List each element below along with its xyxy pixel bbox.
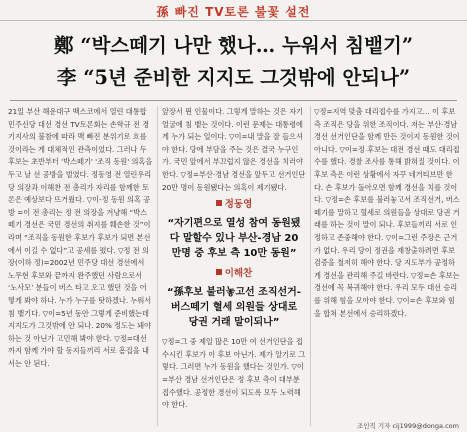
- column-divider: [310, 106, 311, 426]
- square-bullet-icon: [216, 200, 222, 206]
- speaker-label-lee: [162, 267, 306, 281]
- pull-quote-chung: “자기편으로 열성 참여 동원됐다 말할수 있나 부산-경남 20만명 중 후보 측 10만 동원”: [167, 218, 301, 260]
- headline-sub: 李 “5년 준비한 지지도 그것밖에 안되나”: [56, 66, 411, 89]
- section-kicker: 孫 빠진 TV토론 불꽃 설전: [156, 5, 311, 19]
- article-column-2: [162, 106, 306, 428]
- headline-main: 鄭 “박스떼기 나만 했나… 누워서 침뱉기”: [53, 34, 414, 57]
- speaker-name: 정동영: [224, 199, 253, 211]
- speaker-name: 이해찬: [224, 268, 253, 280]
- square-bullet-icon: [216, 269, 222, 275]
- column-2-text-bottom: ▽정=그 중 제일 많은 10만 여 선거인단을 접수시킨 후보가 이 후보 아닌가. 제가 알기로 그렇다. 그러면 누가 동원을 했다는 것인가. ▽이=부산 경남 선거인단은 정 후보 측이 대부분 접수했다. 공정한 경선이 되도록 모두 노력해야 한다.: [162, 337, 306, 410]
- speaker-label-chung: [162, 198, 306, 212]
- article-column-1: 21일 부산 해운대구 벡스코에서 열린 대통합민주신당 대선 경선 TV토론회는 손학규 전 경기지사의 불참에 따라 맥 빠진 분위기로 흐를 것이라는 게 대체적인 관측이었다. 그러나 두 후보는 초반부터 '박스떼기' '조직 동원' 의혹을 두고 날 선 공방을 벌였다. 정동영 전 열린우리당 의장과 이해찬 전 총리가 자리를 함께한 토론은 예상보다 뜨거웠다. ▽이-정 동원 의혹 공방 =이 전 총리는 정 전 의장을 겨냥해 “박스떼기 경선은 국민 경선의 취지를 훼손한 것”이라며 “조직을 동원한 후보가 후보가 되면 본선에서 이길 수 없다”고 공세를 폈다. ▽정 전 의장(이하 정)=2002년 민주당 대선 경선에서 노무현 후보와 끝까지 완주했던 사람으로서 ‘노사모’ 분들이 버스 타고 오고 했던 것을 어떻게 봐야 하나. 누가 누구를 탓하겠나. 누워서 침 뱉기다. ▽이=5년 동안 그렇게 준비했는데 지지도가 그것밖에 안 되나. 20% 정도는 돼야 하는 것 아닌가 고민해 봐야 한다. ▽정=대선까지 함께 가야 할 동지들끼리 서로 흠집을 내서는 안 된다.: [8, 107, 153, 368]
- column-divider: [157, 106, 158, 426]
- headline-divider: [10, 100, 457, 101]
- section-header-bar: [0, 0, 467, 21]
- reporter-byline: 조인직 기자 cij1999@donga.com: [356, 422, 459, 430]
- article-column-3: ▽정=지역 맞춤 대리접수를 가지고… 이 후보 측 조직은 당을 위한 조직이다. 저는 부산·경남 경선 선거인단을 함께 만든 것이지 동원한 것이 아니다. ▽이=정 후보는 대전 경선 때도 대리접수를 했다. 경찰 조사를 통해 밝혀질 것이다. 이 후보 측은 이런 상황에서 자꾸 네거티브만 한다. 손 후보가 돌아오면 함께 경선을 치를 것이다. ▽정=손 후보를 불러놓고서 조직선거, 버스떼기를 말하고 혈세로 의원들을 상대로 당권 거래를 하는 것이 말이 되나. 후보들끼리 서로 인정하고 존중해야 한다. ▽이=그런 주장은 근거가 없다. 우리 당이 정권을 재창출하려면 후보 검증을 철저히 해야 한다. 당 지도부가 공정하게 경선을 관리해 주길 바란다. ▽정=손 후보는 경선에 꼭 복귀해야 한다. 우리 모두 대선 승리를 위해 힘을 모아야 한다. ▽이=손 후보와 힘을 합쳐 본선에서 승리하겠다.: [314, 107, 460, 318]
- column-2-text-top: 앞장서 뛴 인물이다. 그렇게 말하는 것은 자기 얼굴에 침 뱉는 것이다. 이런 문제는 대통령에게 누가 되는 일이다. ▽이=내 말을 잘 들으셔야 한다. 당에 부담을 주는 것은 결국 누구인가. 국민 앞에서 부끄럽지 않은 경선을 치러야 한다. ▽정=부산·경남 경선을 앞두고 선거인단 20만 명이 동원됐다는 의혹이 제기됐다.: [162, 107, 306, 192]
- pull-quote-lee: “孫후보 불러놓고선 조직선거-버스떼기 혈세 의원들 상대로 당권 거래 말이되나”: [167, 287, 301, 329]
